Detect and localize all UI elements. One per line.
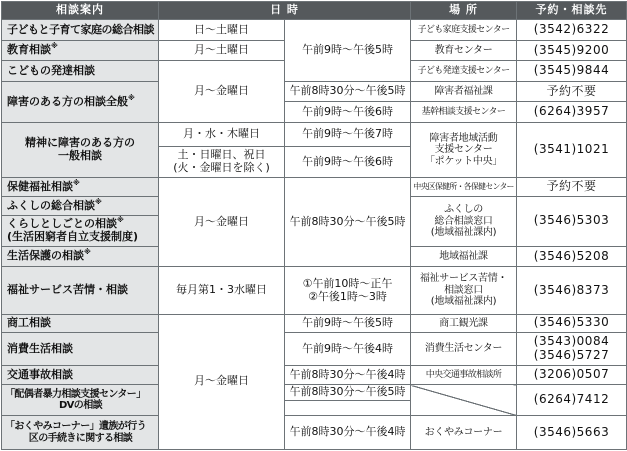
consult-place: 商工観光課 — [411, 314, 517, 332]
consult-time: 午前8時30分～午後4時 — [285, 416, 411, 450]
empty-cell — [411, 385, 517, 416]
header-contact: 予約・相談先 — [517, 2, 627, 20]
consult-name: くらしとしごとの相談※ (生活困窮者自立支援制度) — [2, 216, 159, 247]
consult-days: 土・日曜日、祝日 (火・金曜日を除く) — [159, 146, 285, 178]
consult-place: 中央交通事故相談所 — [411, 365, 517, 384]
consult-name: 消費生活相談 — [2, 333, 159, 366]
consult-name: 子どもと子育て家庭の総合相談 — [2, 20, 159, 41]
consult-time: 午前9時～午後5時 — [285, 20, 411, 82]
consultation-table — [1, 1, 627, 450]
header-datetime: 日 時 — [159, 2, 411, 20]
table-row — [2, 416, 627, 450]
consult-contact: 予約不要 — [517, 81, 627, 102]
consult-place: 福祉サービス苦情・ 相談窓口 (地域福祉課内) — [411, 267, 517, 314]
consult-days: 日～土曜日 — [159, 20, 285, 41]
consult-name: 精神に障害のある方の 一般相談 — [2, 122, 159, 177]
consult-time: 午前8時30分～午後5時 — [285, 178, 411, 267]
consult-name: 生活保護の相談※ — [2, 246, 159, 267]
table-row — [2, 20, 627, 41]
consult-contact: (3545)9200 — [517, 40, 627, 61]
consult-place: 障害者地域活動 支援センター 「ポケット中央」 — [411, 122, 517, 177]
consult-name: 教育相談※ — [2, 40, 159, 61]
consult-contact: (3546)5330 — [517, 314, 627, 332]
consult-name: 「配偶者暴力相談支援センター」 DVの相談 — [2, 385, 159, 416]
consult-time: 午前8時30分～午後4時 — [285, 365, 411, 384]
consult-contact: (3546)5303 — [517, 196, 627, 246]
consult-time: 午前9時～午後6時 — [285, 146, 411, 178]
table-row — [2, 333, 627, 366]
consult-name: 福祉サービス苦情・相談 — [2, 267, 159, 314]
consult-time: 午前9時～午後6時 — [285, 102, 411, 123]
consult-name: 商工相談 — [2, 314, 159, 332]
consult-days: 月～金曜日 — [159, 314, 285, 449]
consult-contact: (3542)6322 — [517, 20, 627, 41]
consult-contact: (6264)7412 — [517, 385, 627, 416]
header-name: 相談案内 — [2, 2, 159, 20]
consult-contact: (3546)5663 — [517, 416, 627, 450]
consult-time: 午前8時30分～午後5時 — [285, 81, 411, 102]
consult-days: 月～金曜日 — [159, 178, 285, 267]
empty-time-cell — [285, 400, 411, 415]
consult-name: 障害のある方の相談全般※ — [2, 81, 159, 122]
consult-days: 月～金曜日 — [159, 61, 285, 123]
consult-place: 消費生活センター — [411, 333, 517, 366]
consult-contact: (3206)0507 — [517, 365, 627, 384]
consult-contact: (3543)0084 (3546)5727 — [517, 333, 627, 366]
consult-contact: (3546)8373 — [517, 267, 627, 314]
consult-place: 障害者福祉課 — [411, 81, 517, 102]
consult-days: 月・水・木曜日 — [159, 122, 285, 146]
consult-name: ふくしの総合相談※ — [2, 196, 159, 215]
consult-name: 交通事故相談 — [2, 365, 159, 384]
consult-place: ふくしの 総合相談窓口 (地域福祉課内) — [411, 196, 517, 246]
table-row — [2, 178, 627, 196]
consult-time: ①午前10時～正午 ②午後1時～3時 — [285, 267, 411, 314]
consult-time: 午前8時30分～午後5時 — [285, 385, 411, 400]
consult-time: 午前9時～午後4時 — [285, 333, 411, 366]
table-row — [2, 122, 627, 146]
consult-place: 子ども家庭支援センター — [411, 20, 517, 41]
table-row — [2, 385, 627, 400]
table-row — [2, 267, 627, 314]
consult-name: こどもの発達相談 — [2, 61, 159, 82]
consult-place: 子ども発達支援センター — [411, 61, 517, 82]
consult-days: 毎月第1・3水曜日 — [159, 267, 285, 314]
table-row — [2, 314, 627, 332]
consult-place: 基幹相談支援センター — [411, 102, 517, 123]
consult-place: 地域福祉課 — [411, 246, 517, 267]
consult-time: 午前9時～午後7時 — [285, 122, 411, 146]
consult-name: 「おくやみコーナー」遺族が行う 区の手続きに関する相談 — [2, 416, 159, 450]
consult-contact: (3545)9844 — [517, 61, 627, 82]
consult-contact: 予約不要 — [517, 178, 627, 196]
consult-name: 保健福祉相談※ — [2, 178, 159, 196]
consult-days: 月～土曜日 — [159, 40, 285, 61]
table-row — [2, 365, 627, 384]
consult-time: 午前9時～午後5時 — [285, 314, 411, 332]
consult-place: 教育センター — [411, 40, 517, 61]
consult-place: 中央区保健所・各保健センター — [411, 178, 517, 196]
header-place: 場 所 — [411, 2, 517, 20]
consult-contact: (3546)5208 — [517, 246, 627, 267]
consult-place: おくやみコーナー — [411, 416, 517, 450]
consult-contact: (3541)1021 — [517, 122, 627, 177]
consult-contact: (6264)3957 — [517, 102, 627, 123]
table-row — [2, 81, 627, 102]
header-row — [2, 2, 627, 20]
